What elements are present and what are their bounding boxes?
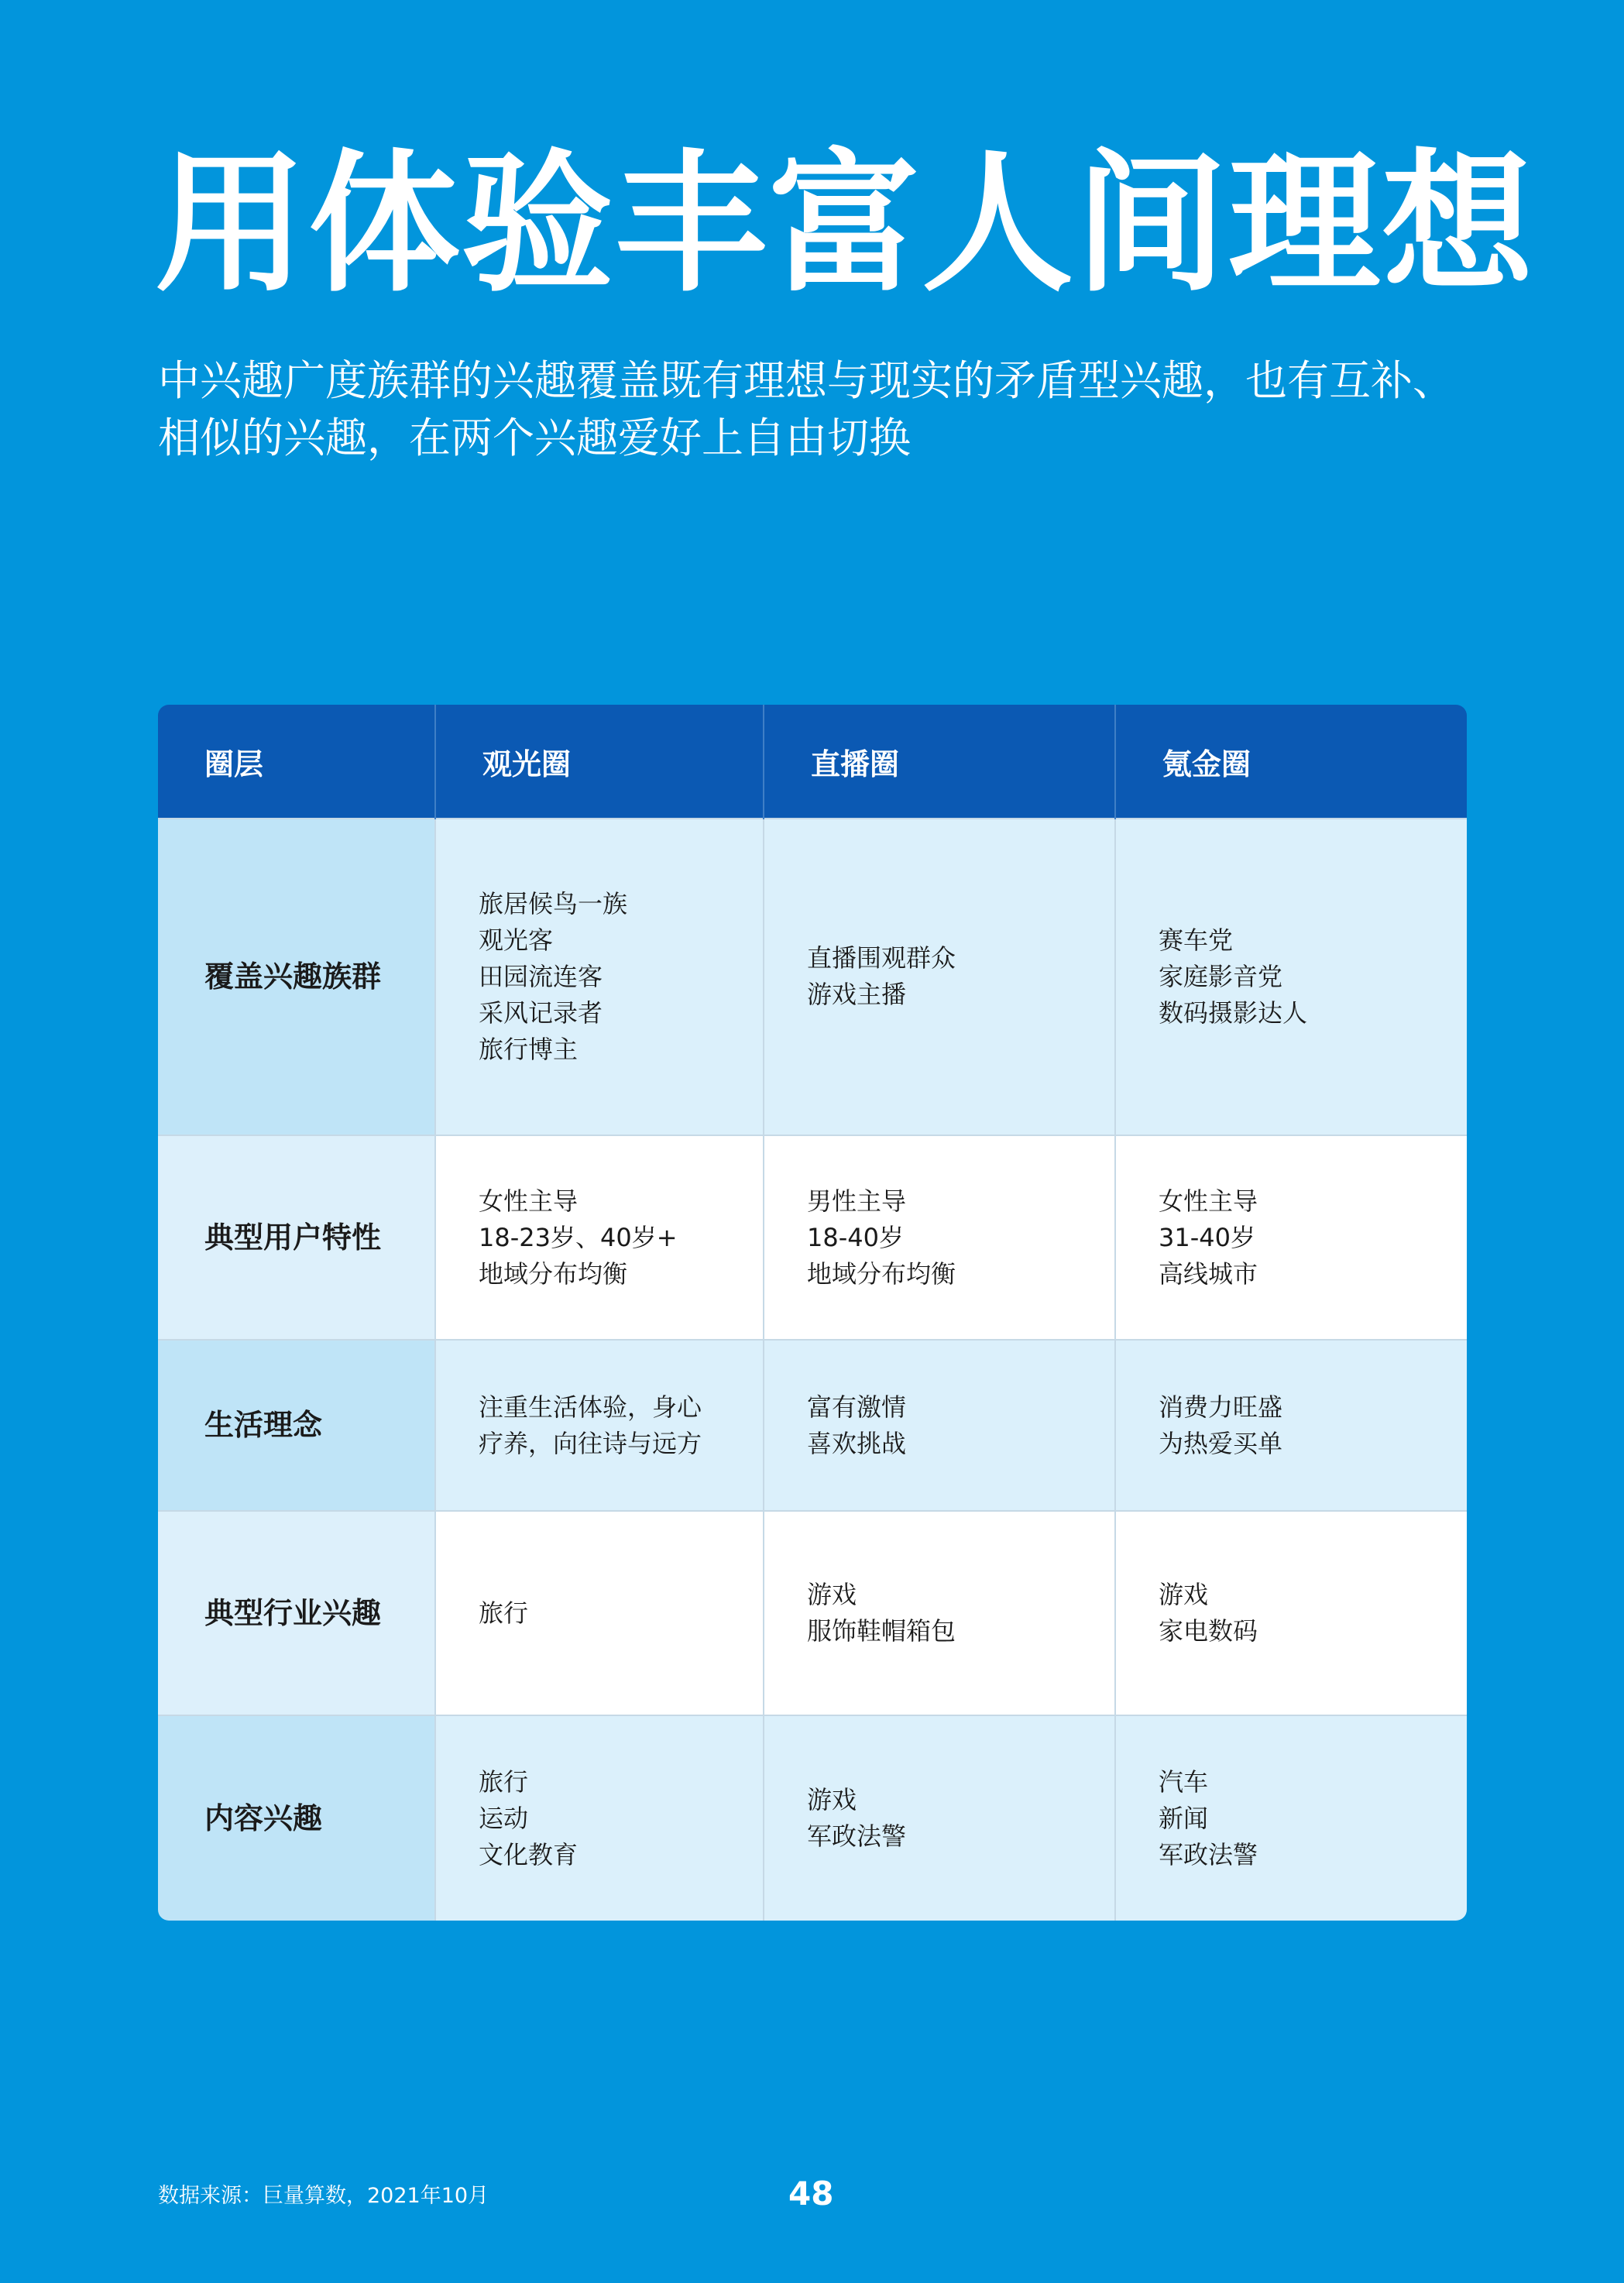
table-cell: 女性主导 18-23岁、40岁+ 地域分布均衡 <box>435 1135 764 1341</box>
page-title: 用体验丰富人间理想 <box>155 136 1536 313</box>
table-row <box>158 1511 1467 1716</box>
table-header-row <box>158 705 1467 819</box>
row-label: 典型行业兴趣 <box>158 1511 435 1716</box>
header-spending-circle: 氪金圈 <box>1115 705 1467 819</box>
interest-circle-table <box>158 705 1467 1921</box>
table-cell: 游戏 服饰鞋帽箱包 <box>764 1511 1115 1716</box>
data-source-note: 数据来源：巨量算数，2021年10月 <box>158 2184 489 2208</box>
table-row <box>158 1340 1467 1510</box>
table-row <box>158 1715 1467 1921</box>
table-cell: 游戏 军政法警 <box>764 1715 1115 1921</box>
table-cell: 男性主导 18-40岁 地域分布均衡 <box>764 1135 1115 1341</box>
header-circle-layer: 圈层 <box>158 705 435 819</box>
table-row <box>158 1135 1467 1341</box>
table-row <box>158 819 1467 1135</box>
row-label: 生活理念 <box>158 1340 435 1510</box>
header-live-streaming-circle: 直播圈 <box>764 705 1115 819</box>
row-label: 内容兴趣 <box>158 1715 435 1921</box>
table-cell: 女性主导 31-40岁 高线城市 <box>1115 1135 1467 1341</box>
row-label: 覆盖兴趣族群 <box>158 819 435 1135</box>
comparison-table <box>158 705 1467 1921</box>
page-number: 48 <box>788 2175 834 2213</box>
table-cell: 消费力旺盛 为热爱买单 <box>1115 1340 1467 1510</box>
table-cell: 赛车党 家庭影音党 数码摄影达人 <box>1115 819 1467 1135</box>
table-cell: 注重生活体验，身心 疗养，向往诗与远方 <box>435 1340 764 1510</box>
table-cell: 旅行 <box>435 1511 764 1716</box>
table-cell: 旅行 运动 文化教育 <box>435 1715 764 1921</box>
header-sightseeing-circle: 观光圈 <box>435 705 764 819</box>
table-cell: 游戏 家电数码 <box>1115 1511 1467 1716</box>
page-subtitle: 中兴趣广度族群的兴趣覆盖既有理想与现实的矛盾型兴趣，也有互补、相似的兴趣，在两个兴趣爱好上自由切换 <box>158 356 1454 462</box>
table-cell: 汽车 新闻 军政法警 <box>1115 1715 1467 1921</box>
table-cell: 旅居候鸟一族 观光客 田园流连客 采风记录者 旅行博主 <box>435 819 764 1135</box>
row-label: 典型用户特性 <box>158 1135 435 1341</box>
table-cell: 富有激情 喜欢挑战 <box>764 1340 1115 1510</box>
table-cell: 直播围观群众 游戏主播 <box>764 819 1115 1135</box>
